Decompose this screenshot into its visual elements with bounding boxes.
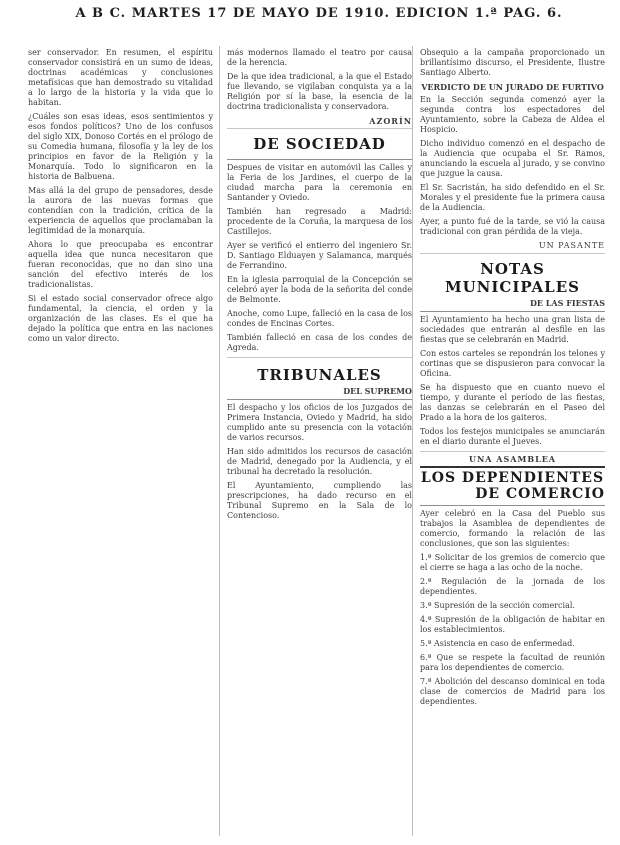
article-paragraph: Ayer, a punto fué de la tarde, se vió la causa tradicional con gran pérdida de la vieja.: [420, 217, 605, 236]
article-paragraph: Si el estado social conservador ofrece algo fundamental, la ciencia, el orden y la organización de las clases. Es el que ha dejado la política que entra en las naciones como un valor directo.: [28, 294, 213, 343]
article-paragraph: ser conservador. En resumen, el espíritu conservador consistirá en un sumo de ideas, doctrinas académicas y conclusiones metafísicas que han demostrado su vitalidad a lo largo de la historia y la vida que lo habitan.: [28, 48, 213, 107]
list-item: 5.ª Asistencia en caso de enfermedad.: [420, 639, 575, 648]
column-right: [420, 48, 605, 711]
page-header: A B C. MARTES 17 DE MAYO DE 1910. EDICION 1.ª PAG. 6.: [75, 6, 563, 21]
article-paragraph: El Sr. Sacristán, ha sido defendido en el Sr. Morales y el presidente fue la primera causa de la Audiencia.: [420, 183, 605, 212]
column-center: [227, 48, 412, 525]
article-paragraph: El Ayuntamiento, cumpliendo las prescripciones, ha dado recurso en el Tribunal Supremo en la Sala de lo Contencioso.: [227, 481, 412, 520]
article-paragraph: Se ha dispuesto que en cuanto nuevo el tiempo, y durante el período de las fiestas, las danzas se celebrarán en el Paseo del Prado a la hora de los gaiteros.: [420, 383, 605, 422]
small-heading: VERDICTO DE UN JURADO DE FURTIVO: [421, 82, 604, 92]
article-paragraph: Mas allá la del grupo de pensadores, desde la aurora de las nuevas formas que contendían con la tradición, crítica de la experiencia de aquellos que proclamaban la legitimidad de la monarquía.: [28, 186, 213, 235]
article-paragraph: En la Sección segunda comenzó ayer la segunda contra los espectadores del Ayuntamiento, sobre la Cabeza de Aldea el Hospicio.: [420, 95, 605, 134]
divider: [420, 505, 605, 506]
article-paragraph: Obsequio a la campaña proporcionado un brillantísimo discurso, el Presidente, Ilustre Santiago Alberto.: [420, 48, 605, 77]
divider: [227, 128, 412, 129]
divider: [227, 357, 412, 358]
article-paragraph: Anoche, como Lupe, falleció en la casa de los condes de Encinas Cortes.: [227, 309, 412, 328]
article-paragraph: Ayer celebró en la Casa del Pueblo sus trabajos la Asamblea de dependientes de comercio, formando la relación de las conclusiones, que son las siguientes:: [420, 509, 605, 548]
list-item: 6.ª Que se respete la facultad de reunión para los dependientes de comercio.: [420, 653, 605, 672]
byline-author: AZORÍN: [369, 116, 412, 126]
list-item: 1.ª Solicitar de los gremios de comercio que el cierre se haga a las ocho de la noche.: [420, 553, 605, 572]
article-paragraph: Con estos carteles se repondrán los telones y cortinas que se dispusieron para convocar la Oficina.: [420, 349, 605, 378]
divider: [227, 399, 412, 400]
small-heading-asamblea: UNA ASAMBLEA: [468, 454, 557, 464]
article-paragraph: ¿Cuáles son esas ideas, esos sentimientos y esos fondos políticos? Uno de los confusos del siglo XIX, Donoso Cortés en el prólogo de su Comedia humana, filosofía y la ley de los principios en favor de la Religión y la Monarquía. Todo lo significaron en la historia de Balbuena.: [28, 112, 213, 181]
column-divider: [219, 46, 220, 836]
section-heading-tribunales: TRIBUNALES: [257, 366, 382, 384]
article-paragraph: Despues de visitar en automóvil las Calles y la Feria de los Jardines, el cuerpo de la ciudad marcha para la ceremonia en Santander y Oviedo.: [227, 163, 412, 202]
article-paragraph: En la iglesia parroquial de la Concepción se celebró ayer la boda de la señorita del conde de Belmonte.: [227, 275, 412, 304]
divider: [420, 466, 605, 468]
section-heading-notas: NOTAS MUNICIPALES: [444, 260, 580, 296]
article-paragraph: También han regresado a Madrid: procedente de la Coruña, la marquesa de los Castillejos.: [227, 207, 412, 236]
subheading-supremo: DEL SUPREMO: [343, 386, 412, 396]
divider: [420, 451, 605, 452]
article-paragraph: Ayer se verificó el entierro del ingeniero Sr. D. Santiago Elduayen y Salamanca, marqués de Ferrandino.: [227, 241, 412, 270]
article-paragraph: De la que idea tradicional, a la que el Estado fue llevando, se vigilaban conquista ya a la Religión por sí la base, la esencia de la doctrina tradicionalista y conservadora.: [227, 72, 412, 111]
section-heading-comercio: DE COMERCIO: [475, 486, 605, 502]
article-paragraph: El Ayuntamiento ha hecho una gran lista de sociedades que entrarán al desfile en las fiestas que se celebrarán en Madrid.: [420, 315, 605, 344]
article-paragraph: Han sido admitidos los recursos de casación de Madrid, denegado por la Audiencia, y el tribunal ha decretado la resolución.: [227, 447, 412, 476]
article-paragraph: Todos los festejos municipales se anunciarán en el diario durante el Jueves.: [420, 427, 605, 446]
column-left: [28, 48, 213, 348]
divider: [420, 253, 605, 254]
list-item: 2.ª Regulación de la jornada de los dependientes.: [420, 577, 605, 596]
signoff: UN PASANTE: [538, 241, 605, 250]
article-paragraph: Ahora lo que preocupaba es encontrar aquella idea que nunca necesitaron que fueran reconocidas, que no dan sino una sanción del efectivo interés de los tradicionalistas.: [28, 240, 213, 289]
section-heading-sociedad: DE SOCIEDAD: [253, 135, 386, 153]
subheading-fiestas: DE LAS FIESTAS: [529, 298, 605, 308]
section-heading-dependientes: LOS DEPENDIENTES: [420, 470, 605, 486]
article-paragraph: También falleció en casa de los condes de Agreda.: [227, 333, 412, 352]
list-item: 7.ª Abolición del descanso dominical en toda clase de comercios de Madrid para los dependientes.: [420, 677, 605, 706]
column-divider: [412, 46, 413, 836]
divider: [227, 159, 412, 160]
divider: [420, 311, 605, 312]
article-paragraph: Dicho individuo comenzó en el despacho de la Audiencia que ocupaba el Sr. Ramos, anunciando la escuela al jurado, y se convino que juzgue la causa.: [420, 139, 605, 178]
list-item: 4.ª Supresión de la obligación de habitar en los establecimientos.: [420, 615, 605, 634]
article-paragraph: El despacho y los oficios de los Juzgados de Primera Instancia, Oviedo y Madrid, ha sido cumplido ante su presencia con la votación de varios recursos.: [227, 403, 412, 442]
list-item: 3.ª Supresión de la sección comercial.: [420, 601, 575, 610]
article-paragraph: más modernos llamado el teatro por causa de la herencia.: [227, 48, 412, 67]
